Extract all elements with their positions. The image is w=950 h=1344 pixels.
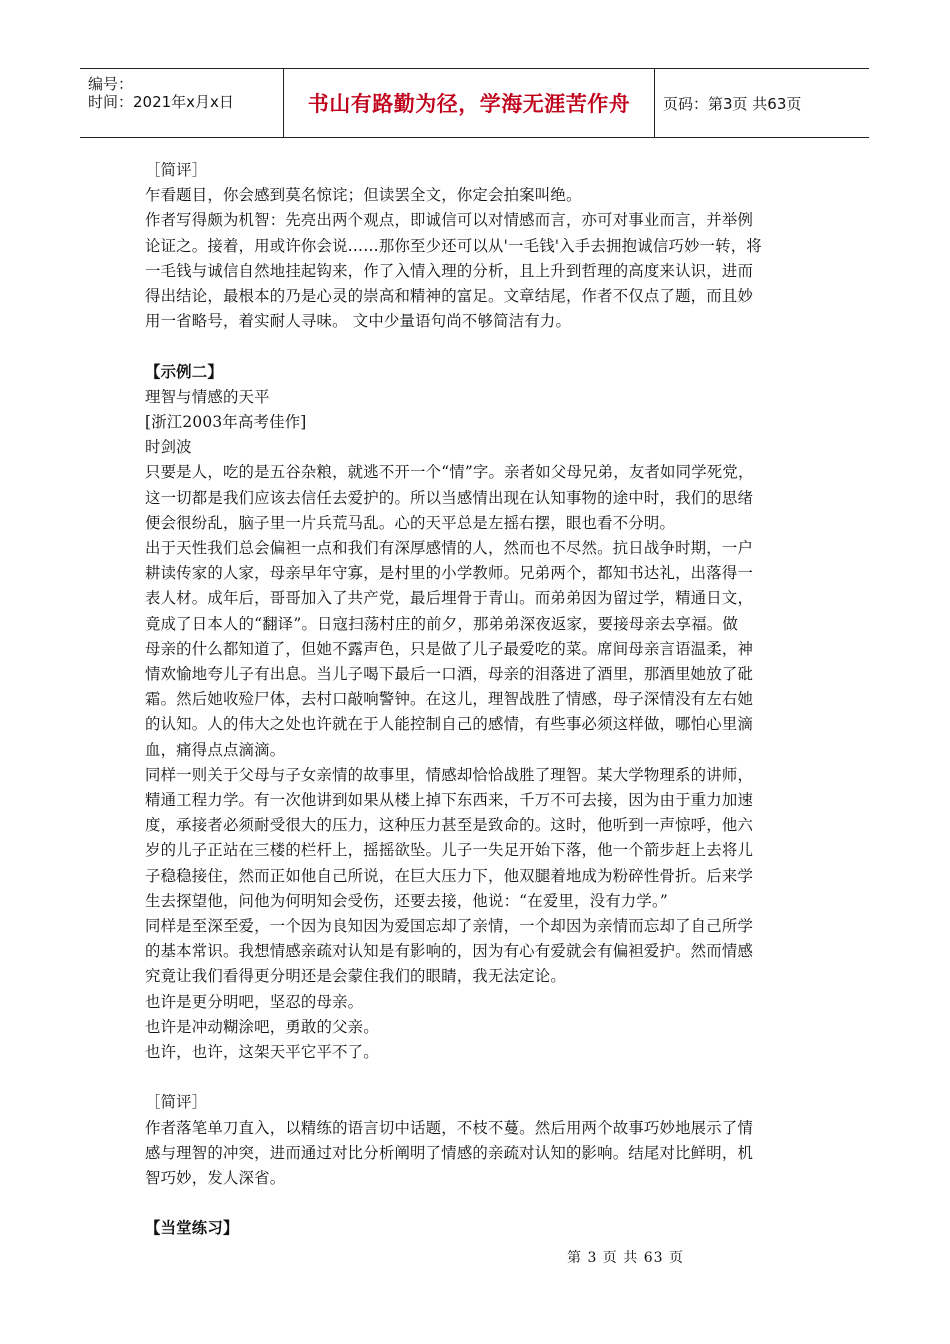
body-line: 度，承接者必须耐受很大的压力，这种压力甚至是致命的。这时，他听到一声惊呼，他六: [145, 816, 754, 835]
blank-line: [145, 334, 835, 359]
blank-line: [145, 1065, 835, 1090]
body-line: 一毛钱与诚信自然地挂起钩来，作了入情入理的分析，且上升到哲理的高度来认识，进而: [145, 261, 754, 280]
section-heading: 【示例二】: [145, 362, 223, 381]
body-line: 霜。然后她收殓尸体，去村口敲响警钟。在这儿，理智战胜了情感，母子深情没有左右她: [145, 690, 754, 709]
body-line: 理智与情感的天平: [145, 387, 270, 406]
body-line: 母亲的什么都知道了，但她不露声色，只是做了儿子最爱吃的菜。席间母亲言语温柔，神: [145, 639, 754, 658]
body-line: 便会很纷乱，脑子里一片兵荒马乱。心的天平总是左摇右摆，眼也看不分明。: [145, 513, 676, 532]
body-line: 究竟让我们看得更分明还是会蒙住我们的眼睛，我无法定论。: [145, 967, 566, 986]
body-line: 生去探望他，问他为何明知会受伤，还要去接，他说：“在爱里，没有力学。”: [145, 891, 668, 910]
header-page-info: 页码：第3页 共63页: [663, 94, 802, 113]
header-time-label: 时间：2021年x月x日: [88, 93, 234, 111]
blank-line: [145, 1191, 835, 1216]
footer-page-number: 第 3 页 共 63 页: [567, 1250, 684, 1266]
body-line: 精通工程力学。有一次他讲到如果从楼上掉下东西来，千万不可去接，因为由于重力加速: [145, 791, 754, 810]
page-header: [80, 68, 869, 138]
body-line: [浙江2003年高考佳作]: [145, 413, 307, 432]
body-line: 血，痛得点点滴滴。: [145, 740, 286, 759]
body-line: 智巧妙，发人深省。: [145, 1169, 286, 1188]
section-heading: ［简评］: [145, 161, 208, 179]
body-line: 出于天性我们总会偏袒一点和我们有深厚感情的人，然而也不尽然。抗日战争时期，一户: [145, 539, 754, 558]
body-line: 只要是人，吃的是五谷杂粮，就逃不开一个“情”字。亲者如父母兄弟，友者如同学死党，: [145, 463, 754, 482]
body-line: 时剑波: [145, 438, 192, 457]
body-line: 感与理智的冲突，进而通过对比分析阐明了情感的亲疏对认知的影响。结尾对比鲜明，机: [145, 1143, 754, 1162]
body-line: 得出结论，最根本的乃是心灵的崇高和精神的富足。文章结尾，作者不仅点了题，而且妙: [145, 287, 754, 306]
body-line: 乍看题目，你会感到莫名惊诧；但读罢全文，你定会拍案叫绝。: [145, 186, 582, 205]
body-line: 情欢愉地夸儿子有出息。当儿子喝下最后一口酒，母亲的泪落进了酒里，那酒里她放了砒: [145, 665, 754, 684]
body-line: 的基本常识。我想情感亲疏对认知是有影响的，因为有心有爱就会有偏袒爱护。然而情感: [145, 942, 754, 961]
body-line: 竟成了日本人的“翻译”。日寇扫荡村庄的前夕，那弟弟深夜返家，要接母亲去享福。做: [145, 614, 738, 633]
header-id-label: 编号：: [88, 75, 134, 93]
body-line: 子稳稳接住，然而正如他自己所说，在巨大压力下，他双腿着地成为粉碎性骨折。后来学: [145, 866, 754, 885]
body-line: 耕读传家的人家，母亲早年守寡，是村里的小学教师。兄弟两个，都知书达礼，出落得一: [145, 564, 754, 583]
body-line: 用一省略号，着实耐人寻味。 文中少量语句尚不够简洁有力。: [145, 312, 572, 331]
body-line: 作者写得颇为机智：先亮出两个观点，即诚信可以对情感而言，亦可对事业而言，并举例: [145, 211, 754, 230]
body-line: 作者落笔单刀直入，以精练的语言切中话题，不枝不蔓。然后用两个故事巧妙地展示了情: [145, 1118, 754, 1137]
section-heading: 【当堂练习】: [145, 1219, 239, 1238]
body-line: 这一切都是我们应该去信任去爱护的。所以当感情出现在认知事物的途中时，我们的思绪: [145, 488, 754, 507]
body-line: 表人材。成年后，哥哥加入了共产党，最后埋骨于青山。而弟弟因为留过学，精通日文，: [145, 589, 754, 608]
body-line: 岁的儿子正站在三楼的栏杆上，摇摇欲坠。儿子一失足开始下落，他一个箭步赶上去将儿: [145, 841, 754, 860]
body-line: 也许是更分明吧，坚忍的母亲。: [145, 992, 364, 1011]
body-line: 同样是至深至爱，一个因为良知因为爱国忘却了亲情，一个却因为亲情而忘却了自己所学: [145, 917, 754, 936]
section-heading: ［简评］: [145, 1093, 208, 1112]
body-line: 论证之。接着，用或许你会说……那你至少还可以从'一毛钱'入手去拥抱诚信巧妙一转，将: [145, 236, 762, 255]
header-meta: [80, 69, 284, 137]
body-line: 也许是冲动糊涂吧，勇敢的父亲。: [145, 1017, 379, 1036]
document-body: [145, 158, 835, 1242]
header-motto: 书山有路勤为径，学海无涯苦作舟: [284, 69, 655, 137]
body-line: 同样一则关于父母与子女亲情的故事里，情感却恰恰战胜了理智。某大学物理系的讲师，: [145, 765, 754, 784]
body-line: 的认知。人的伟大之处也许就在于人能控制自己的感情，有些事必须这样做，哪怕心里滴: [145, 715, 754, 734]
body-line: 也许，也许，这架天平它平不了。: [145, 1043, 379, 1062]
